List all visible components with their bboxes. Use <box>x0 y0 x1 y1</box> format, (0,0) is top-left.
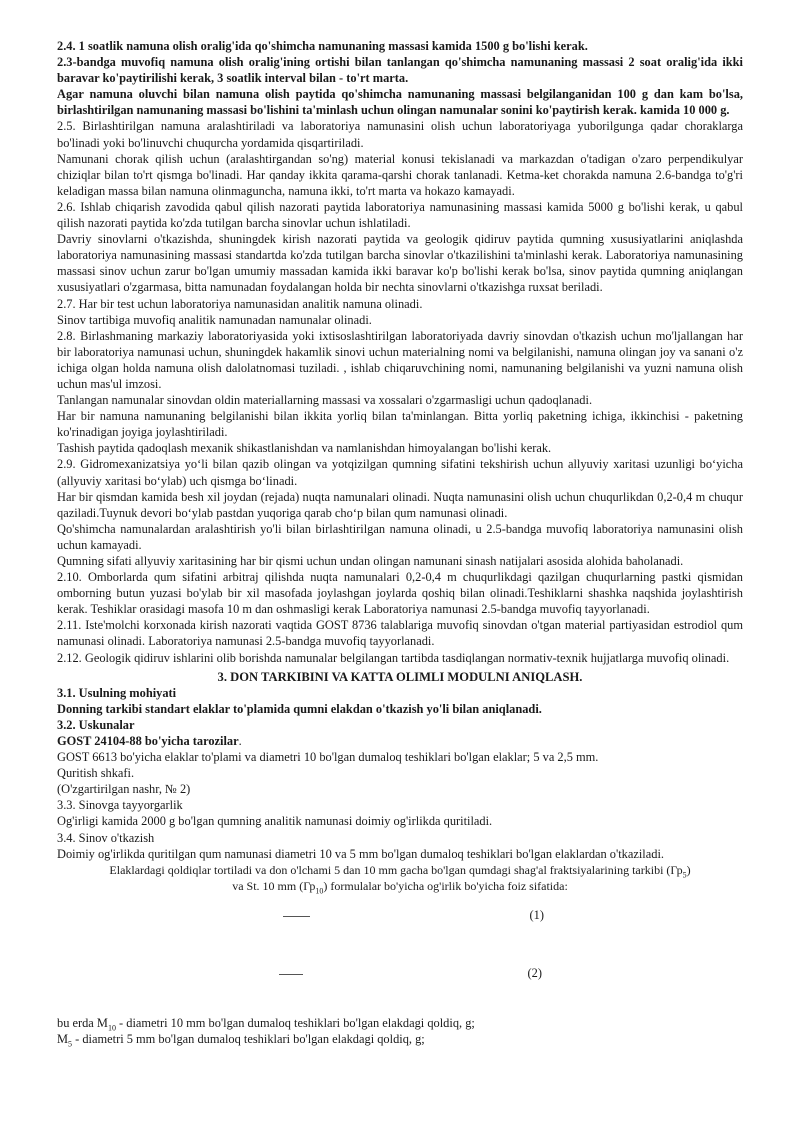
text3-sub-10: 10 <box>315 886 324 896</box>
para-sampler-note: Agar namuna oluvchi bilan namuna olish paytida qo'shimcha namunaning massasi belgilanganidan 100 g dan kam bo'lsa, birlashtirilgan namunaning massasi bo'lishini ta'minlash uchun olingan namunalar sonini ko'paytirish kerak. kamida 10 000 g. <box>57 87 743 118</box>
para-2-8: 2.8. Birlashmaning markaziy laboratoriyasida yoki ixtisoslashtirilgan laboratoriyada davriy sinovdan o'tkazish uchun mo'ljallangan har bir laboratoriya namunasi uchun, shuningdek hakamlik sinovi uchun materialning nomi va belgilanishi, namuna olingan joy va sanani o'z ichiga olgan holda namuna olish dalolatnomasi tuziladi. , ishlab chiqaruvchining nomi, namunaning belgilanishi va yuzni namuna olish uchun mas'ul imzosi. <box>57 328 743 391</box>
text2-part-a: Elaklardagi qoldiqlar tortiladi va don o'lchami 5 dan 10 mm gacha bo'lgan qumdagi shag'al fraktsiyalarining tarkibi (Гр <box>109 862 683 877</box>
para-2-4: 2.4. 1 soatlik namuna olish oralig'ida qo'shimcha namunaning massasi kamida 1500 g bo'lishi kerak. <box>57 39 588 53</box>
text3-part-a: va St. 10 mm (Гр <box>232 878 316 893</box>
para-labels: Har bir namuna namunaning belgilanishi bilan ikkita yorliq bilan ta'minlangan. Bitta yorliq paketning ichiga, ikkinchisi - paketning ko'rinadigan joyiga joylashtiriladi. <box>57 409 743 440</box>
section-3-3-text: Og'irligi kamida 2000 g bo'lgan qumning analitik namunasi doimiy og'irlikda quritiladi. <box>57 814 493 829</box>
section-3-2-title: 3.2. Uskunalar <box>57 717 135 732</box>
formula-1 <box>57 903 743 943</box>
formula-1-fraction-bar <box>283 916 310 917</box>
text3-part-b: ) formulalar bo'yicha og'irlik bo'yicha foiz sifatida: <box>323 878 568 893</box>
text2-sub-5: 5 <box>682 870 687 880</box>
para-packing: Tanlangan namunalar sinovdan oldin materiallarning massasi va xossalari o'zgarmasligi uchun qadoqlanadi. <box>57 393 593 408</box>
para-quartering: Namunani chorak qilish uchun (aralashtirgandan so'ng) material konusi tekislanadi va markazdan o'tadigan o'zaro perpendikulyar chiziqlar bilan to'rt qismga bo'linadi. Har qanday ikkita qarama-qarshi chorak tanlanadi. Ketma-ket chorakda namuna 2.6-bandga to'g'ri keladigan massa bilan namuna olinmaguncha, namuna ikki, to'rt marta va hokazo kamayadi. <box>57 151 743 198</box>
para-transport: Tashish paytida qadoqlash mexanik shikastlanishdan va namlanishdan himoyalangan bo'lishi kerak. <box>57 441 552 456</box>
para-2-9: 2.9. Gidromexanizatsiya yo‘li bilan qazib olingan va yotqizilgan qumning sifatini tekshirish uchun allyuviy xaritasi uzunligi bo‘yicha (allyuviy xaritasi bo‘ylab) uch qismga bo‘linadi. <box>57 457 743 488</box>
para-periodic-tests: Davriy sinovlarni o'tkazishda, shuningdek kirish nazorati paytida va geologik qidiruv paytida qumning xususiyatlarini aniqlashda laboratoriya namunasining massasi standartda ko'zda tutilgan barcha sinovlar o'tkazilishini ta'minlashi kerak. Laboratoriya namunasining massasi sinov uchun zarur bo'lgan umumiy massadan kamida ikki baravar ko'p bo'lishi kerak bo'lsa, sinov paytida qumning aniqlangan xususiyatlari o'zgarmasa, bitta namunadan foydalangan holda bir nechta sinovlarni o'tkazishga ruxsat beriladi. <box>57 232 743 295</box>
definition-m5 <box>57 1031 743 1047</box>
formula-2 <box>57 955 743 1015</box>
gost-24104-tail: . <box>238 733 242 748</box>
definition-m10 <box>57 1015 743 1031</box>
para-2-6: 2.6. Ishlab chiqarish zavodida qabul qilish nazorati paytida laboratoriya namunasining massasi kamida 5000 g bo'lishi kerak, u qabul qilish nazorati paytida ko'zda tutilgan barcha sinovlar uchun ishlatiladi. <box>57 199 743 231</box>
para-2-3-note: 2.3-bandga muvofiq namuna olish oralig'ining ortishi bilan tanlangan qo'shimcha namunaning massasi 2 soat oralig'ida ikki baravar ko'paytirilishi kerak, 3 soatlik interval bilan - to'rt marta. <box>57 55 743 86</box>
para-point-samples: Har bir qismdan kamida besh xil joydan (rejada) nuqta namunalari olinadi. Nuqta namunasini olish uchun chuqurlikdan 0,2-0,4 m chuqur qaziladi.Tuynuk devori bo‘ylab pastdan yuqoriga qarab cho‘p bilan qum namunasi olinadi. <box>57 489 743 520</box>
para-test-order: Sinov tartibiga muvofiq analitik namunadan namunalar olinadi. <box>57 312 372 327</box>
def1-sub: 10 <box>107 1023 116 1033</box>
section-3-4-title: 3.4. Sinov o'tkazish <box>57 830 155 845</box>
section-3-4-text3 <box>57 878 743 894</box>
def2-part-a: M <box>57 1031 69 1046</box>
para-2-7: 2.7. Har bir test uchun laboratoriya namunasidan analitik namuna olinadi. <box>57 296 423 311</box>
para-2-12: 2.12. Geologik qidiruv ishlarini olib borishda namunalar belgilangan tartibda tasdiqlangan normativ-texnik hujjatlarga muvofiq olinadi. <box>57 650 730 665</box>
para-2-11: 2.11. Iste'molchi korxonada kirish nazorati vaqtida GOST 8736 talablariga muvofiq sinovdan o'tgan material partiyasidan estrodiol qum namunasi olinadi. Laboratoriya namunasi 2.5-bandga muvofiq tayyorlanadi. <box>57 618 743 649</box>
section-3-1-text: Donning tarkibi standart elaklar to'plamida qumni elakdan o'tkazish yo'li bilan aniqlanadi. <box>57 701 542 716</box>
section-3-4-text2 <box>57 862 743 878</box>
para-quality-evaluation: Qumning sifati allyuviy xaritasining har bir qismi uchun undan olingan namunani sinash natijalari asosida alohida baholanadi. <box>57 554 684 568</box>
para-combined-sample: Qo'shimcha namunalardan aralashtirish yo'li bilan birlashtirilgan namuna olinadi, u 2.5-bandga muvofiq laboratoriya namunasini olish uchun kamayadi. <box>57 521 743 552</box>
section-3-2-gost-line <box>57 733 743 749</box>
text2-part-b: ) <box>686 862 691 877</box>
gost-24104-label: GOST 24104-88 bo'yicha tarozilar <box>57 733 239 748</box>
section-3-2-amended: (O'zgartirilgan nashr, № 2) <box>57 782 191 797</box>
section-3-1-title: 3.1. Usulning mohiyati <box>57 685 177 700</box>
para-2-10: 2.10. Omborlarda qum sifatini arbitraj qilishda nuqta namunalari 0,2-0,4 m chuqurlikdagi qazilgan chuqurlarning pastki qismidan omborning butun yuzasi bo'ylab bir xil masofada joylashgan joylarda qoshiq bilan olinadi.Teshiklarni shashka naqshida joylashtirish kerak. Teshiklar orasidagi masofa 10 m dan oshmasligi kerak Laboratoriya namunasi 2.5-bandga muvofiq tayyorlanadi. <box>57 570 743 617</box>
formula-2-fraction-bar <box>279 974 303 975</box>
def1-part-a: bu erda M <box>57 1015 108 1030</box>
section-3-2-sieves: GOST 6613 bo'yicha elaklar to'plami va diametri 10 bo'lgan dumaloq teshiklari bo'lgan elaklar; 5 va 2,5 mm. <box>57 750 599 765</box>
formula-2-number: (2) <box>527 965 542 980</box>
para-2-5: 2.5. Birlashtirilgan namuna aralashtiriladi va laboratoriya namunasini olish uchun laboratoriyaga yuborilgunga qadar choraklarga bo'linadi yoki bo'linuvchi chuqurcha yordamida qisqartiriladi. <box>57 119 743 150</box>
section-3-3-title: 3.3. Sinovga tayyorgarlik <box>57 798 183 813</box>
section-3-4-text1: Doimiy og'irlikda quritilgan qum namunasi diametri 10 va 5 mm bo'lgan dumaloq teshiklari bo'lgan elaklardan o'tkaziladi. <box>57 846 664 861</box>
def2-sub: 5 <box>68 1039 73 1049</box>
formula-1-number: (1) <box>529 907 544 922</box>
section-3-2-drying-cabinet: Quritish shkafi. <box>57 766 135 781</box>
def1-part-b: - diametri 10 mm bo'lgan dumaloq teshiklari bo'lgan elakdagi qoldiq, g; <box>115 1015 475 1030</box>
section-3-heading: 3. DON TARKIBINI VA KATTA OLIMLI MODULNI ANIQLASH. <box>217 669 583 684</box>
def2-part-b: - diametri 5 mm bo'lgan dumaloq teshiklari bo'lgan elakdagi qoldiq, g; <box>72 1031 425 1046</box>
